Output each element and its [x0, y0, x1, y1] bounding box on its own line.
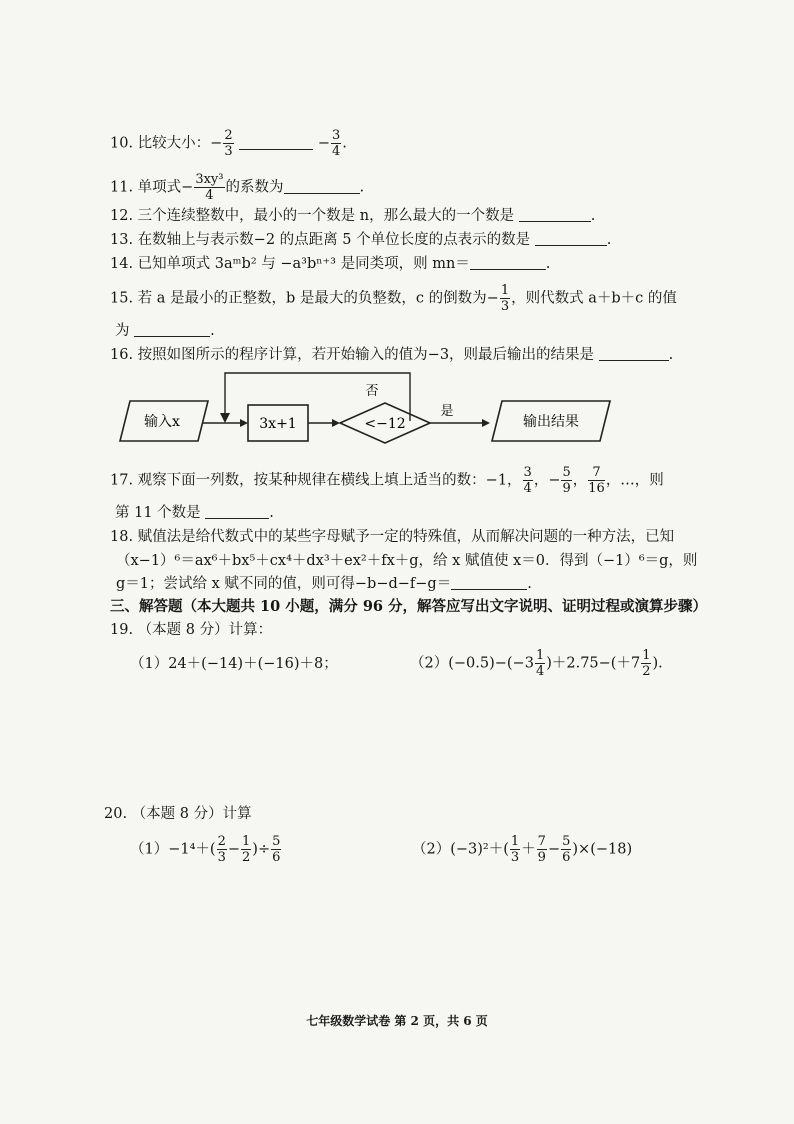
loop-arrowhead: [220, 413, 230, 423]
answer-blank[interactable]: [284, 179, 360, 194]
section-heading: 三、解答题（本大题共 10 小题，满分 96 分，解答应写出文字说明、证明过程或演算步骤）: [110, 598, 708, 615]
question-text: （本题 8 分）计算: [131, 806, 252, 822]
period: .: [527, 576, 532, 592]
question-11: [110, 172, 364, 203]
question-20-part2: [412, 834, 632, 865]
expression-text: ).: [652, 655, 663, 672]
question-17: 17. 观察下面一列数，按某种规律在横线上填上适当的数：−1， $\frac{3}{4}$ ，− $\frac{5}{9}$ ， $\frac{7}{16}$ ，…，则: [110, 465, 664, 496]
fraction: [523, 465, 533, 496]
denominator: 4: [205, 188, 214, 203]
question-13: [110, 230, 611, 250]
fraction: [271, 834, 281, 865]
question-text: （x−1）⁶＝ax⁶＋bx⁵＋cx⁴＋dx³＋ex²＋fx＋g，给 x 赋值使 x＝0．得到（−1）⁶＝g，则: [116, 553, 698, 569]
numerator: 5: [562, 834, 571, 849]
expression-text: )÷: [252, 841, 271, 858]
minus-sign: −: [548, 472, 561, 489]
question-number: 20.: [104, 806, 128, 822]
question-text: 在数轴上与表示数−2 的点距离 5 个单位长度的点表示的数是: [137, 232, 531, 248]
numerator: 5: [272, 834, 281, 849]
numerator: 1: [242, 834, 251, 849]
denominator: 16: [588, 481, 605, 496]
answer-blank[interactable]: [470, 255, 546, 270]
fraction: [537, 834, 547, 865]
expression-text: （1）−1⁴＋(: [130, 841, 216, 858]
question-18-line3: [116, 574, 532, 594]
question-15: [110, 283, 677, 314]
arrowhead: [482, 419, 490, 427]
numerator: 5: [562, 465, 571, 480]
question-text: （本题 8 分）计算：: [137, 622, 273, 638]
question-16: [110, 345, 673, 365]
question-15-cont: [115, 321, 215, 341]
plus-sign: ＋: [521, 841, 536, 858]
period: .: [606, 232, 612, 248]
fraction: [194, 172, 224, 203]
question-text: 已知单项式 3aᵐb² 与 −a³bⁿ⁺³ 是同类项，则 mn＝: [137, 256, 470, 272]
numerator: 3: [331, 128, 341, 143]
question-number: 13.: [110, 232, 134, 248]
question-text: ，则代数式 a＋b＋c 的值: [511, 290, 677, 307]
numerator: 2: [217, 834, 226, 849]
period: .: [210, 323, 215, 339]
fraction: [331, 128, 341, 159]
question-12: [110, 206, 595, 226]
minus-sign: −: [486, 290, 499, 307]
fraction: [241, 834, 251, 865]
calc-label: 3x+1: [259, 416, 297, 432]
period: .: [342, 135, 347, 152]
fraction: [500, 283, 510, 314]
period: .: [590, 208, 596, 224]
denominator: 6: [562, 850, 571, 865]
numerator: 3: [523, 465, 532, 480]
question-number: 10.: [110, 135, 134, 152]
fraction: [535, 648, 545, 679]
output-label: 输出结果: [523, 414, 579, 430]
question-number: 15.: [110, 290, 134, 307]
fraction: [561, 834, 571, 865]
denominator: 3: [510, 850, 520, 865]
question-18: [110, 527, 674, 547]
question-number: 12.: [110, 208, 134, 224]
answer-blank[interactable]: [205, 504, 269, 519]
question-text: 按照如图所示的程序计算，若开始输入的值为−3，则最后输出的结果是: [137, 347, 595, 363]
numerator: 1: [500, 283, 510, 298]
fraction: [223, 128, 233, 159]
numerator: 1: [642, 648, 651, 663]
numerator: 1: [510, 834, 520, 849]
question-text: ，…，则: [605, 472, 664, 489]
numerator: 1: [535, 648, 545, 663]
question-19-part1: （1）24＋(−14)＋(−16)＋8；: [130, 656, 338, 672]
period: .: [359, 179, 365, 196]
question-text: 若 a 是最小的正整数，b 是最大的负整数，c 的倒数为: [137, 290, 487, 307]
fraction: [561, 465, 571, 496]
period: .: [668, 347, 674, 363]
numerator: 7: [537, 834, 546, 849]
question-20-part1: [130, 834, 282, 865]
question-number: 19.: [110, 622, 134, 638]
input-label: 输入x: [144, 414, 180, 430]
denominator: 9: [562, 481, 571, 496]
minus-sign: −: [210, 135, 223, 152]
question-number: 11.: [110, 179, 134, 196]
fraction: [588, 465, 605, 496]
question-text: 的系数为: [225, 179, 284, 196]
question-text: g＝1；尝试给 x 赋不同的值，则可得−b−d−f−g＝: [116, 576, 452, 592]
minus-sign: −: [547, 841, 561, 858]
question-18-line2: [116, 551, 697, 571]
denominator: 3: [224, 144, 233, 159]
minus-sign: −: [227, 841, 241, 858]
yes-label: 是: [440, 404, 454, 419]
numerator: 2: [224, 128, 233, 143]
period: .: [269, 505, 274, 521]
question-14: [110, 254, 550, 274]
minus-sign: −: [317, 135, 330, 152]
denominator: 3: [500, 299, 510, 314]
denominator: 6: [272, 850, 281, 865]
numerator: 3xy³: [195, 172, 224, 187]
page-footer: 七年级数学试卷 第 2 页，共 6 页: [306, 1014, 488, 1028]
denominator: 2: [642, 664, 651, 679]
question-text: 三个连续整数中，最小的一个数是 n，那么最大的一个数是: [137, 208, 515, 224]
denominator: 4: [523, 481, 532, 496]
denominator: 3: [217, 850, 226, 865]
question-number: 18.: [110, 529, 134, 545]
minus-sign: −: [181, 179, 194, 196]
condition-label: <−12: [364, 416, 406, 432]
expression-text: （2）(−3)²＋(: [412, 841, 509, 858]
no-label: 否: [365, 384, 379, 399]
answer-blank[interactable]: [535, 231, 607, 246]
question-text: 为: [115, 323, 130, 339]
expression-text: )＋2.75−(＋7: [546, 655, 641, 672]
question-number: 14.: [110, 256, 134, 272]
answer-blank[interactable]: [239, 135, 313, 150]
answer-blank[interactable]: [599, 346, 669, 361]
question-number: 16.: [110, 347, 134, 363]
period: .: [545, 256, 551, 272]
question-10: [110, 128, 347, 159]
fraction: [641, 648, 651, 679]
question-text: 单项式: [137, 179, 182, 196]
question-text: 赋值法是给代数式中的某些字母赋予一定的特殊值，从而解决问题的一种方法，已知: [137, 529, 675, 545]
question-text: 第 11 个数是: [115, 505, 201, 521]
answer-blank[interactable]: [451, 575, 527, 590]
program-flowchart: [100, 365, 620, 455]
answer-blank[interactable]: [519, 207, 591, 222]
fraction: [217, 834, 227, 865]
question-17-cont: [115, 503, 274, 523]
question-20: [104, 804, 252, 824]
expression-text: （2）(−0.5)−(−3: [410, 655, 534, 672]
denominator: 4: [535, 664, 545, 679]
answer-blank[interactable]: [134, 322, 210, 337]
loop-back-line: [225, 373, 410, 421]
denominator: 4: [331, 144, 341, 159]
question-text: 比较大小：: [137, 135, 211, 152]
expression-text: )×(−18): [572, 841, 633, 858]
fraction: [510, 834, 520, 865]
question-text: 观察下面一列数，按某种规律在横线上填上适当的数：−1，: [137, 472, 522, 489]
question-19-part2: [410, 648, 663, 679]
denominator: 9: [537, 850, 546, 865]
denominator: 2: [242, 850, 251, 865]
question-19: [110, 620, 272, 640]
question-number: 17.: [110, 472, 134, 489]
arrowhead: [240, 419, 248, 427]
numerator: 7: [588, 465, 605, 481]
